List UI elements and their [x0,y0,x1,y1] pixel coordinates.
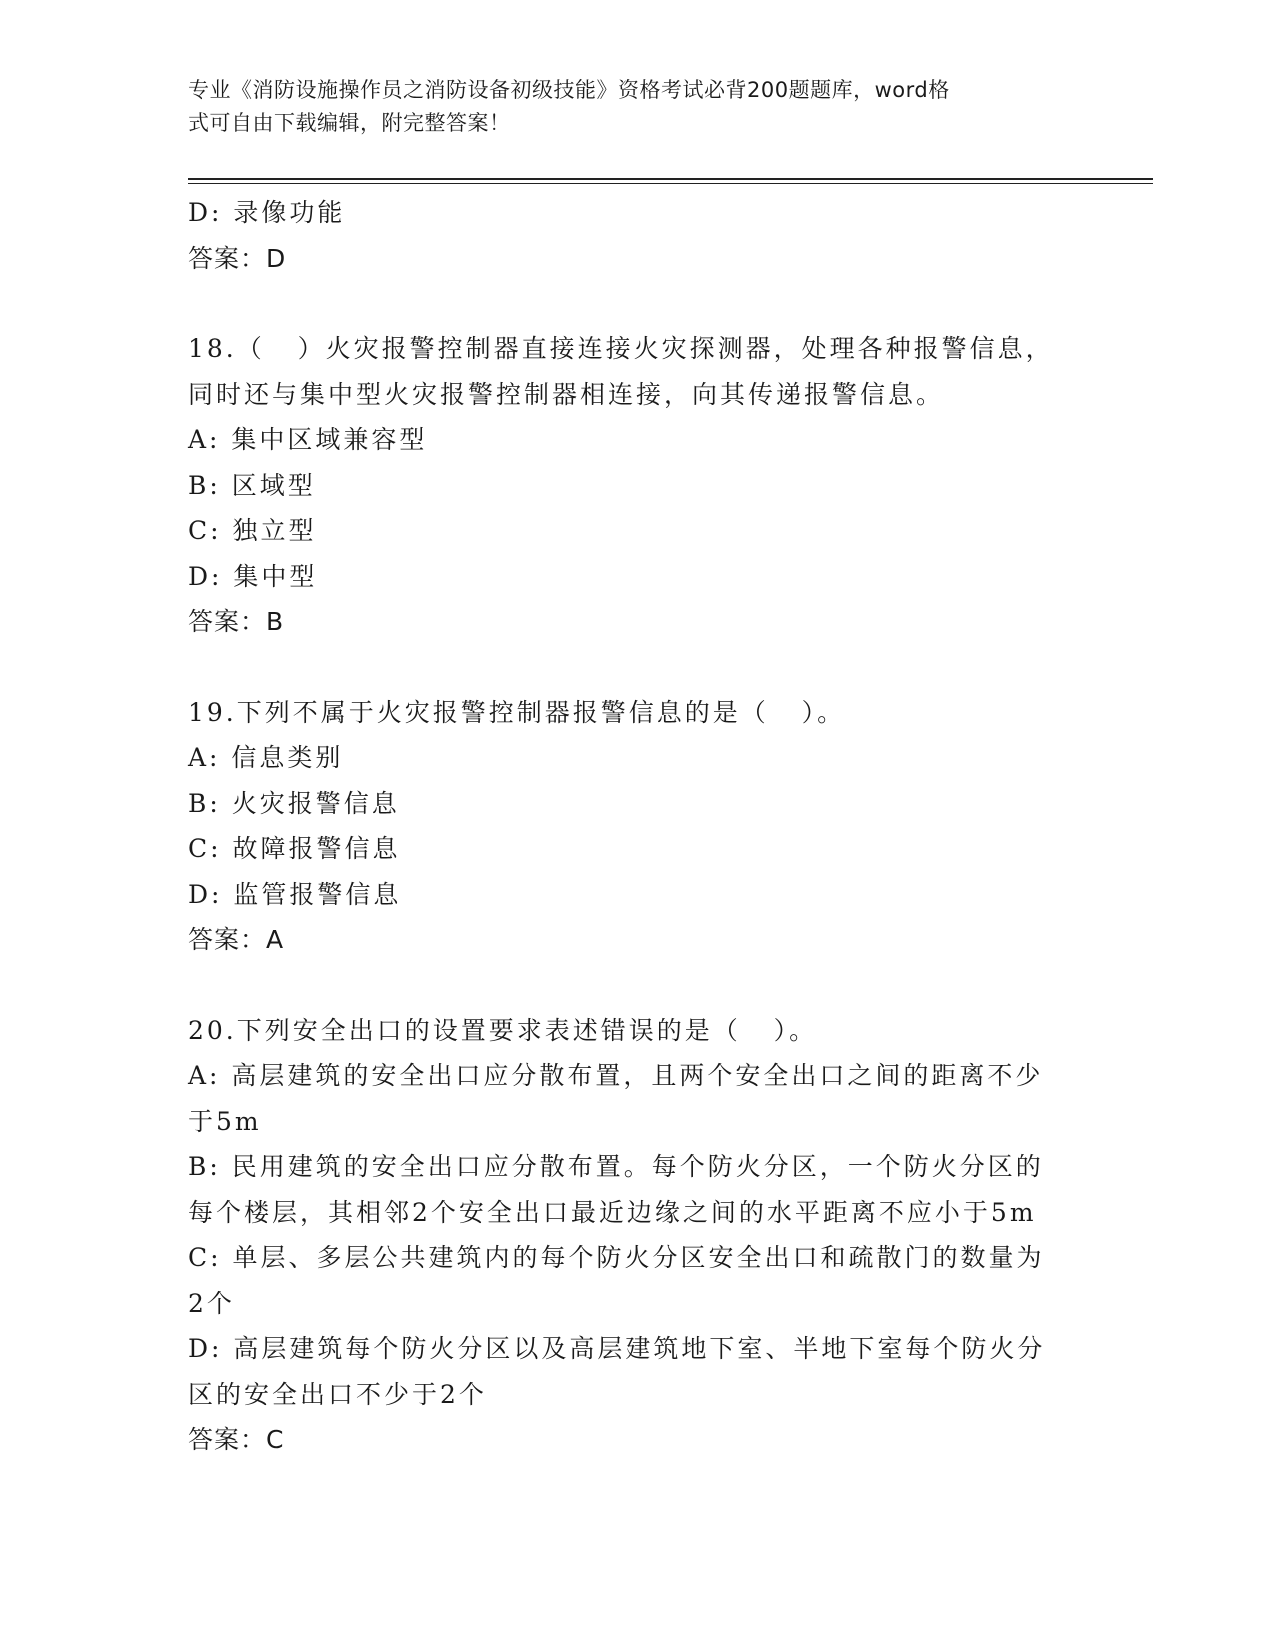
question-stem: 19.下列不属于火灾报警控制器报警信息的是（ ）。 [188,697,846,727]
option-a: A: 集中区域兼容型 [188,425,428,454]
option-a: A: 高层建筑的安全出口应分散布置，且两个安全出口之间的距离不少 [188,1061,1044,1090]
prev-option-d: D: 录像功能 [188,198,346,227]
answer: 答案：C [188,1425,285,1454]
header-line-1: 专业《消防设施操作员之消防设备初级技能》资格考试必背200题题库，word格 [188,78,950,102]
question-19 [188,690,1088,963]
question-stem: 同时还与集中型火灾报警控制器相连接，向其传递报警信息。 [188,379,945,409]
option-d: D: 监管报警信息 [188,879,402,909]
question-content [188,190,1088,1463]
option-b: B: 区域型 [188,470,316,500]
answer: 答案：A [188,925,285,954]
option-d-cont: 区的安全出口不少于2个 [188,1379,487,1409]
spacer [188,281,1088,326]
question-20 [188,1008,1088,1463]
spacer [188,963,1088,1008]
option-c: C: 单层、多层公共建筑内的每个防火分区安全出口和疏散门的数量为 [188,1243,1045,1272]
option-a: A: 信息类别 [188,743,344,772]
option-a-cont: 于5m [188,1106,262,1136]
spacer [188,645,1088,690]
option-d: D: 集中型 [188,561,318,591]
header-divider-thin [188,183,1153,184]
question-stem: 20.下列安全出口的设置要求表述错误的是（ ）。 [188,1015,818,1045]
option-c: C: 独立型 [188,516,317,545]
document-header [188,74,1068,140]
header-line-2: 式可自由下载编辑，附完整答案！ [188,111,511,135]
question-18 [188,326,1088,645]
option-c-cont: 2个 [188,1288,235,1318]
option-b: B: 火灾报警信息 [188,788,400,818]
answer: 答案：B [188,607,285,636]
question-stem: 18.（ ）火灾报警控制器直接连接火灾探测器，处理各种报警信息， [188,334,1054,363]
option-d: D: 高层建筑每个防火分区以及高层建筑地下室、半地下室每个防火分 [188,1334,1046,1363]
option-c: C: 故障报警信息 [188,834,401,863]
header-divider-thick [188,178,1153,180]
option-b: B: 民用建筑的安全出口应分散布置。每个防火分区，一个防火分区的 [188,1152,1044,1181]
option-b-cont: 每个楼层，其相邻2个安全出口最近边缘之间的水平距离不应小于5m [188,1197,1037,1227]
prev-answer: 答案：D [188,243,287,273]
